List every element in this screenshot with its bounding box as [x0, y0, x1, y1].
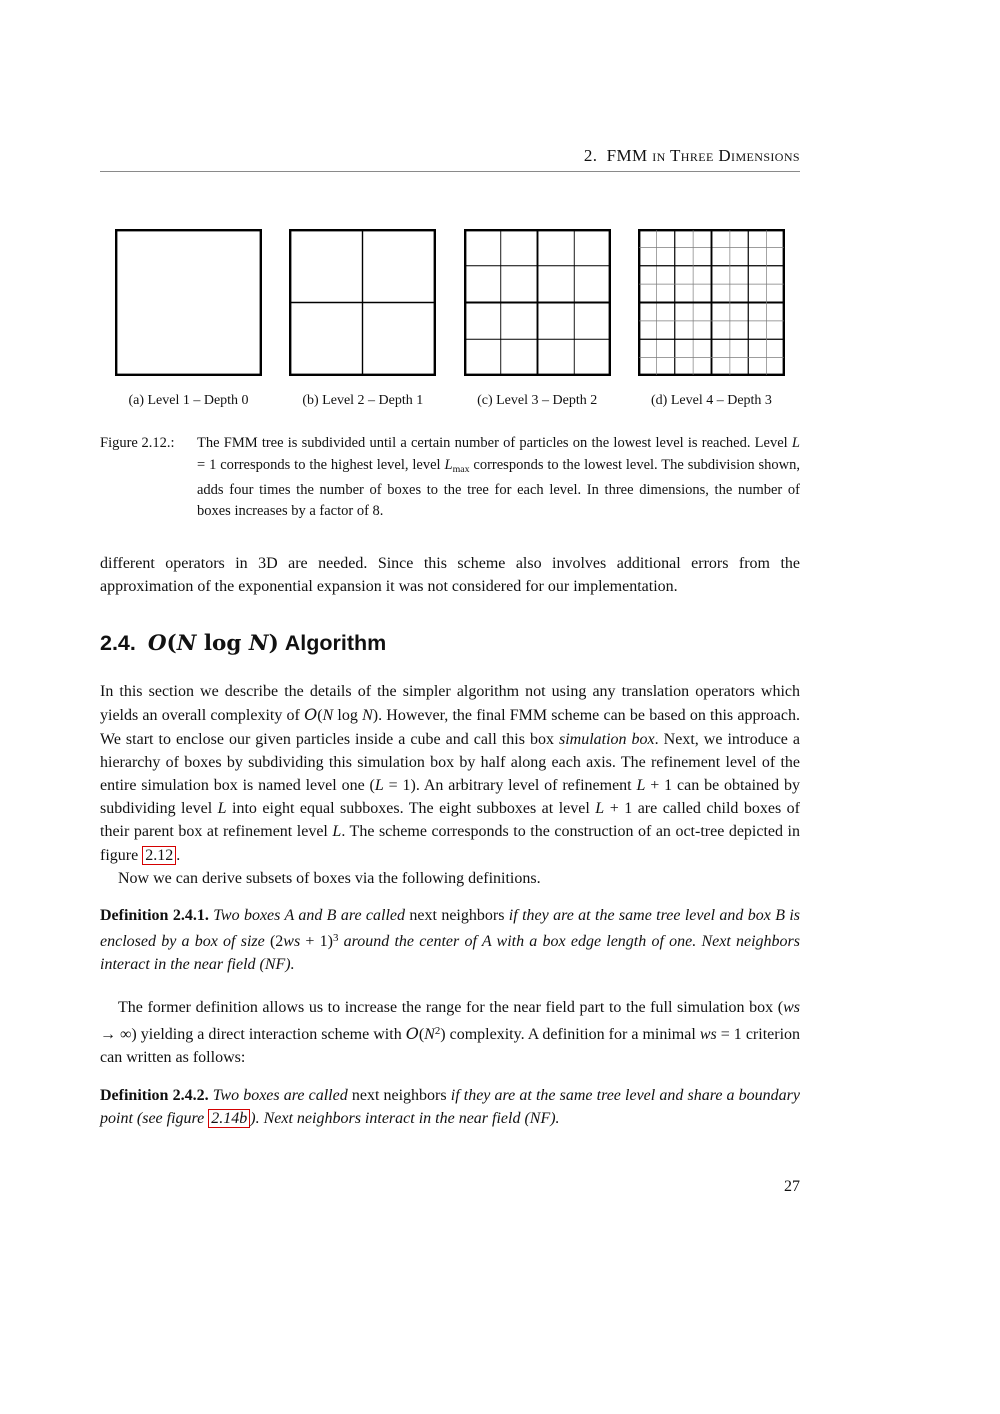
text-segment: N [176, 631, 197, 657]
text-segment: The FMM tree is subdivided until a certain number of particles on the lowest level is reached. Level [197, 435, 792, 451]
text-segment: Definition 2.4.2. [100, 1086, 209, 1104]
paragraph-near-field-range [100, 996, 800, 1069]
level-3-grid [464, 229, 611, 376]
text-segment: N [424, 1025, 435, 1043]
text-segment: (2 [269, 933, 284, 951]
text-segment: L [444, 456, 453, 473]
text-segment: if they are at the same tree level and share a boundary point (see figure [100, 1086, 801, 1128]
text-segment: ws [283, 933, 301, 951]
paragraph-operators [100, 552, 800, 598]
text-segment: ) complexity. A definition for a minimal [440, 1025, 700, 1043]
text-segment: log [196, 631, 249, 657]
definition-2-4-2 [100, 1084, 800, 1130]
text-segment: ( [166, 631, 177, 657]
text-segment: → ∞) yielding a direct interaction scheme with [100, 1025, 406, 1043]
text-segment: + 1 can be obtained by subdividing level [100, 776, 801, 818]
text-segment: + 1) [300, 933, 333, 951]
figure-2-12-link[interactable]: 2.12 [142, 846, 176, 865]
text-segment: L [332, 823, 342, 841]
text-segment: ws [699, 1025, 717, 1043]
grid-svg [289, 229, 436, 376]
panel-caption-c: (c) Level 3 – Depth 2 [477, 393, 598, 408]
grid-svg [464, 229, 611, 376]
text-segment: different operators in 3D are needed. Since this scheme also involves additional errors from the approximation of the exponential expansion it was not considered for our implementation. [100, 554, 800, 595]
text-segment: O [147, 631, 167, 657]
text-segment: Now we can derive subsets of boxes via the following definitions. [118, 869, 541, 887]
figure-2-14b-link[interactable]: 2.14b [208, 1109, 250, 1128]
text-segment: Definition 2.4.1. [100, 906, 209, 924]
text-segment: ws [783, 999, 800, 1017]
paragraph-algorithm-intro [100, 680, 800, 867]
text-segment: N [248, 631, 269, 657]
text-segment: . The scheme corresponds to the construction of an oct-tree depicted in figure [100, 823, 800, 864]
text-segment: ) [268, 631, 279, 657]
text-segment: next neighbors [409, 906, 505, 924]
figure-caption-text [197, 433, 800, 523]
text-segment: O [405, 1023, 419, 1043]
text-segment: N [322, 707, 334, 725]
text-segment: + 1 are called child boxes of their parent box at refinement level [100, 800, 801, 841]
text-segment: = 1). An arbitrary level of refinement [383, 776, 637, 794]
panel-caption-b: (b) Level 2 – Depth 1 [302, 393, 424, 408]
text-segment: N [362, 707, 373, 725]
text-segment: around the center of A with a box edge length of one. Next neighbors interact in the near field (NF). [100, 933, 800, 974]
text-segment: log [333, 707, 363, 725]
paragraph-derive-subsets [100, 867, 800, 890]
text-segment: ( [418, 1025, 425, 1043]
text-segment: next neighbors [351, 1086, 447, 1104]
text-segment: . Next, we introduce a hierarchy of boxes by subdividing this simulation box by half along each axis. The refinement level of the entire simulation box is named level one ( [100, 730, 801, 794]
level-1-grid [115, 229, 262, 376]
text-segment: ). However, the final FMM scheme can be based on this approach. We start to enclose our given particles inside a cube and call this box [100, 707, 800, 748]
page-number: 27 [784, 1178, 800, 1196]
figure-panel-b [289, 229, 436, 409]
text-segment: if they are at the same tree level and box B is enclosed by a box of size [100, 906, 801, 951]
text-segment: L [374, 776, 384, 794]
text-segment: 3 [332, 932, 339, 945]
text-segment: ( [317, 707, 323, 725]
text-segment: = 1 criterion can written as follows: [100, 1025, 801, 1066]
text-segment: ). Next neighbors interact in the near field (NF). [250, 1110, 560, 1128]
figure-panel-c [464, 229, 611, 409]
text-segment: 2.4. [100, 631, 148, 656]
text-segment: Two boxes A and B are called [213, 906, 410, 924]
grid-svg [638, 229, 785, 376]
text-segment: into eight equal subboxes. The eight subboxes at level [226, 800, 596, 818]
grid-svg [115, 229, 262, 376]
text-segment: O [304, 705, 318, 725]
text-segment: corresponds to the lowest level. The subdivision shown, adds four times the number of boxes to the tree for each level. In three dimensions, the number of boxes increases by a factor of 8. [197, 456, 800, 520]
text-segment: simulation box [558, 730, 655, 748]
text-segment: In this section we describe the details of the simpler algorithm not using any translation operators which yields an overall complexity of [100, 683, 800, 725]
running-header: 2. FMM in Three Dimensions [583, 146, 800, 165]
level-4-grid [638, 229, 785, 376]
figure-caption [100, 433, 800, 523]
text-segment: L [636, 776, 646, 794]
text-segment: L [595, 800, 605, 818]
text-segment: L [217, 800, 227, 818]
text-segment: L [791, 435, 800, 451]
panel-caption-d: (d) Level 4 – Depth 3 [651, 393, 772, 408]
text-segment: . [176, 846, 181, 864]
figure-caption-label: Figure 2.12.: [100, 435, 175, 451]
figure-panel-a [115, 229, 262, 409]
figure-row [100, 229, 800, 409]
text-segment: = 1 corresponds to the highest level, level [197, 456, 445, 473]
text-segment: Two boxes are called [212, 1086, 352, 1104]
panel-caption-a: (a) Level 1 – Depth 0 [128, 393, 249, 408]
section-heading-2-4 [100, 630, 800, 657]
text-segment: max [452, 463, 470, 475]
header-rule [100, 171, 800, 172]
text-segment: The former definition allows us to increase the range for the near field part to the full simulation box ( [118, 999, 784, 1017]
figure-panel-d [638, 229, 785, 409]
level-2-grid [289, 229, 436, 376]
text-segment: 2 [434, 1024, 441, 1037]
text-segment: Algorithm [278, 631, 387, 656]
definition-2-4-1 [100, 904, 800, 977]
